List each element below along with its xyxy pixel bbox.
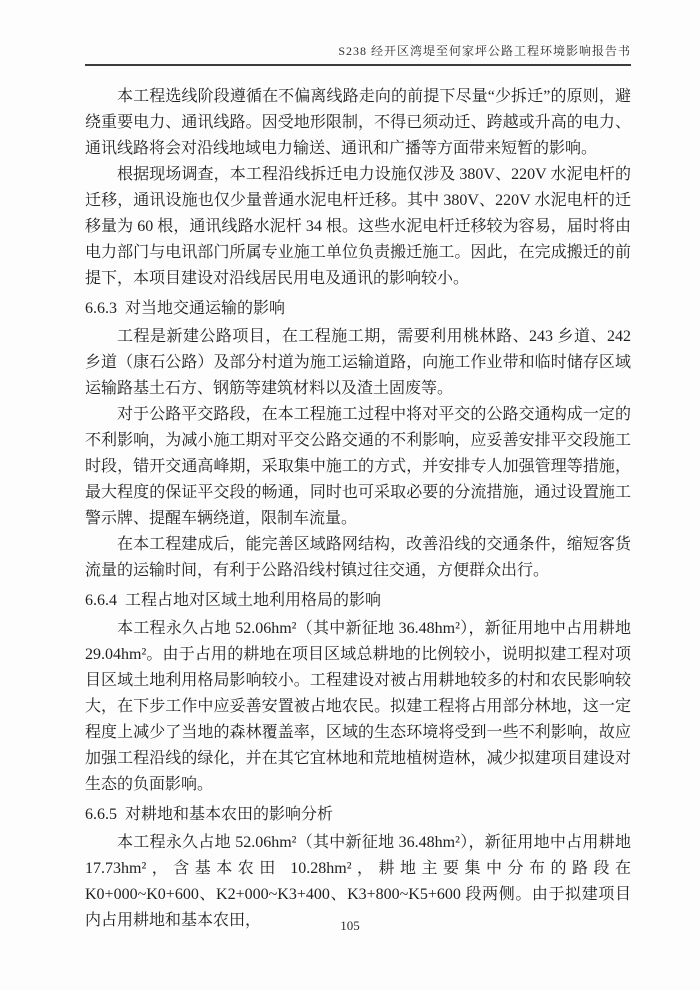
- body-paragraph-land-use-impact: 本工程永久占地 52.06hm²（其中新征地 36.48hm²），新征用地中占用耕地29.04hm²。由于占用的耕地在项目区域总耕地的比例较小，说明拟建工程对项目区域土地利用格局影响较小。工程建设对被占用耕地较多的村和农民影响较大，在下步工作中应妥善安置被占地农民。拟建工程将占用部分林地，这一定程度上减少了当地的森林覆盖率，区域的生态环境将受到一些不利影响，故应加强工程沿线的绿化，并在其它宜林地和荒地植树造林，减少拟建项目建设对生态的负面影响。: [85, 620, 631, 793]
- body-paragraph-transport-roads: 工程是新建公路项目，在工程施工期，需要利用桃林路、243 乡道、242 乡道（康石公路）及部分村道为施工运输道路，向施工作业带和临时储存区域运输路基土石方、钢筋等建筑材料以及渣土固废等。: [85, 328, 631, 397]
- body-paragraph-intersection-impact: 对于公路平交路段，在本工程施工过程中将对平交的公路交通构成一定的不利影响，为减小施工期对平交公路交通的不利影响，应妥善安排平交段施工时段，错开交通高峰期，采取集中施工的方式，并安排专人加强管理等措施，最大程度的保证平交段的畅通，同时也可采取必要的分流措施，通过设置施工警示牌、提醒车辆绕道，限制车流量。: [85, 406, 631, 527]
- body-paragraph-relocation-principle: 本工程选线阶段遵循在不偏离线路走向的前提下尽量“少拆迁”的原则，避绕重要电力、通讯线路。因受地形限制，不得已须动迁、跨越或升高的电力、通讯线路将会对沿线地域电力输送、通讯和广播等方面带来短暂的影响。: [85, 88, 631, 157]
- body-paragraph-pole-relocation: 根据现场调查，本工程沿线拆迁电力设施仅涉及 380V、220V 水泥电杆的迁移，通讯设施也仅少量普通水泥电杆迁移。其中 380V、220V 水泥电杆的迁移量为 60 根，通讯线路水泥杆 34 根。这些水泥电杆迁移较为容易，届时将由电力部门与电讯部门所属专业施工单位负责搬迁施工。因此，在完成搬迁的前提下，本项目建设对沿线居民用电及通讯的影响较小。: [85, 166, 631, 287]
- page-footer: [0, 918, 700, 934]
- body-paragraph-network-improvement: 在本工程建成后，能完善区域路网结构，改善沿线的交通条件，缩短客货流量的运输时间，有利于公路沿线村镇过往交通，方便群众出行。: [85, 536, 631, 579]
- body-paragraph-farmland-impact: 本工程永久占地 52.06hm²（其中新征地 36.48hm²），新征用地中占用耕地17.73hm²，含基本农田 10.28hm²，耕地主要集中分布的路段在 K0+000~K0+600、K2+000~K3+400、K3+800~K5+600 段两侧。由于拟建项目内占用耕地和基本农田，: [85, 834, 631, 929]
- running-header: S238 经开区湾堤至何家坪公路工程环境影响报告书: [85, 42, 631, 66]
- section-heading-6-6-4: 6.6.4 工程占地对区域土地利用格局的影响: [85, 592, 382, 609]
- section-heading-6-6-3: 6.6.3 对当地交通运输的影响: [85, 300, 286, 317]
- document-body: [85, 84, 631, 934]
- page-number: 105: [340, 918, 360, 933]
- section-heading-6-6-5: 6.6.5 对耕地和基本农田的影响分析: [85, 806, 334, 823]
